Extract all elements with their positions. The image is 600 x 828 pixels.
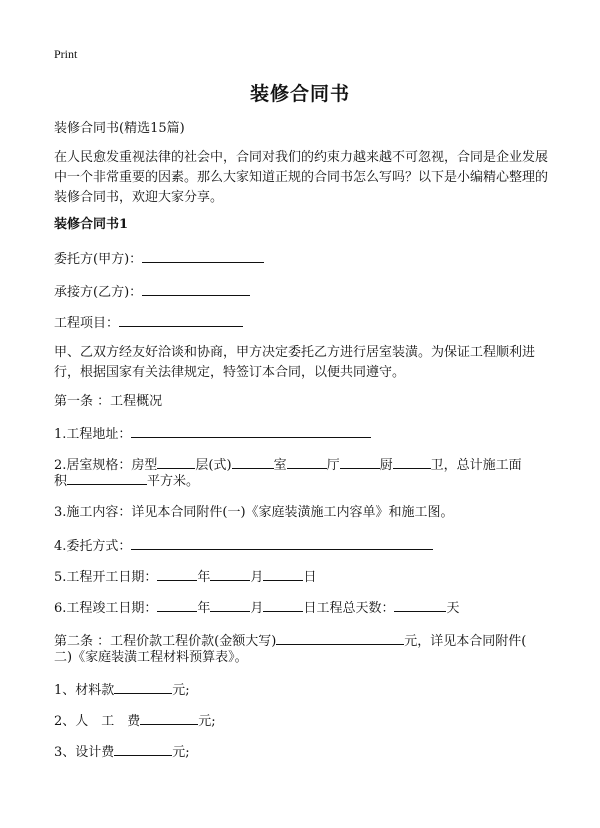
client-label: 委托方(甲方)： [54,252,143,267]
method-line [54,535,433,557]
preamble-paragraph: 甲、乙双方经友好洽谈和协商，甲方决定委托乙方进行居室装潢。为保证工程顺利进行，根据国家有关法律规定，特签订本合同，以便共同遵守。 [54,345,536,380]
intro-paragraph: 在人民愈发重视法律的社会中，合同对我们的约束力越来越不可忽视，合同是企业发展中一个非常重要的因素。那么大家知道正规的合同书怎么写吗？以下是小编精心整理的装修合同书，欢迎大家分享。 [54,150,549,205]
finish-day-blank[interactable] [263,597,303,612]
start-date-line [54,566,316,588]
total-days-blank[interactable] [394,597,446,612]
project-label: 工程项目： [54,316,120,331]
finish-days-unit: 天 [446,601,460,616]
start-label: 5.工程开工日期： [54,570,158,585]
finish-year: 年 [197,601,211,616]
method-blank[interactable] [131,535,433,550]
start-day-blank[interactable] [263,566,303,581]
fee-labor-label: 2、人 工 费 [54,714,141,729]
article2-part2: 元，详见本合同附件( [404,634,527,649]
article2-line2: 二)《家庭装潢工程材料预算表》。 [54,650,248,665]
fee-materials-label: 1、材料款 [54,683,115,698]
content-line: 3.施工内容：详见本合同附件(一)《家庭装潢施工内容单》和施工图。 [54,505,454,520]
start-month: 月 [250,570,264,585]
address-label: 1.工程地址： [54,427,132,442]
fee-design-line [54,741,190,763]
spec-area-blank[interactable] [67,470,147,485]
spec-ji: 积 [54,474,68,489]
address-line [54,423,371,445]
spec-fangxing-blank[interactable] [157,454,195,469]
fee-labor-unit: 元; [198,714,216,729]
start-year-blank[interactable] [157,566,197,581]
fee-labor-line [54,710,216,732]
spec-wei: 卫，总计施工面 [430,458,522,473]
finish-month: 月 [250,601,264,616]
address-blank[interactable] [131,423,371,438]
spec-area-line [54,470,199,492]
spec-shi: 室 [273,458,287,473]
fee-design-unit: 元; [172,745,190,760]
spec-prefix: 2.居室规格：房型 [54,458,158,473]
fee-labor-blank[interactable] [140,710,198,725]
section-heading: 装修合同书1 [54,217,129,232]
spec-chu: 厨 [379,458,393,473]
finish-year-blank[interactable] [157,597,197,612]
fee-materials-unit: 元; [172,683,190,698]
contractor-blank[interactable] [142,281,250,296]
project-blank[interactable] [119,312,243,327]
fee-design-label: 3、设计费 [54,745,115,760]
article2-part1: 第二条 ：工程价款工程价款(金额大写) [54,634,277,649]
document-subtitle: 装修合同书(精选15篇) [54,121,185,136]
start-year: 年 [197,570,211,585]
spec-shi-blank[interactable] [287,454,327,469]
spec-ceng: 层(式) [195,458,232,473]
spec-chu-blank[interactable] [393,454,431,469]
start-month-blank[interactable] [210,566,250,581]
document-title: 装修合同书 [249,83,350,105]
client-line [54,248,264,270]
price-blank[interactable] [276,630,404,645]
contractor-label: 承接方(乙方)： [54,285,143,300]
fee-design-blank[interactable] [114,741,172,756]
finish-day-total: 日工程总天数： [303,601,395,616]
project-line [54,312,243,334]
fee-materials-line [54,679,190,701]
finish-month-blank[interactable] [210,597,250,612]
start-day: 日 [303,570,317,585]
client-blank[interactable] [142,248,264,263]
spec-ting: 厅 [326,458,340,473]
finish-label: 6.工程竣工日期： [54,601,158,616]
article1-title: 第一条 ：工程概况 [54,394,163,409]
spec-ceng-blank[interactable] [232,454,274,469]
spec-ting-blank[interactable] [340,454,380,469]
print-link[interactable]: Print [54,47,78,61]
method-label: 4.委托方式： [54,539,132,554]
fee-materials-blank[interactable] [114,679,172,694]
spec-unit: 平方米。 [147,474,200,489]
contractor-line [54,281,250,303]
finish-date-line [54,597,459,619]
